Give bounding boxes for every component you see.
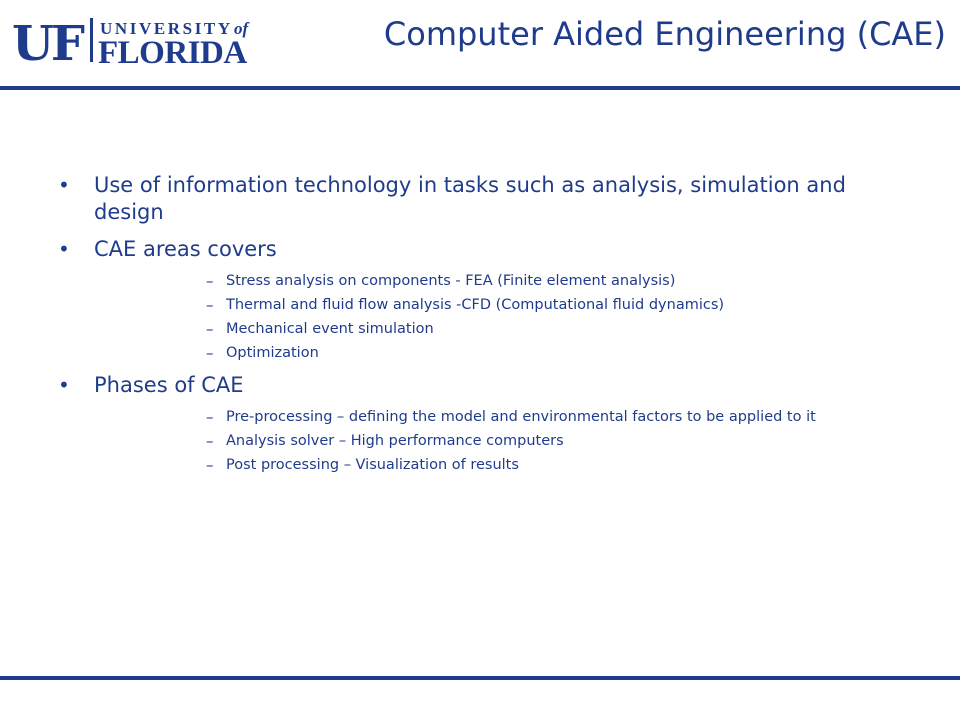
- sub-item: [56, 409, 916, 426]
- sub-item-text: Mechanical event simulation: [226, 321, 434, 337]
- svg-text:UF: UF: [12, 16, 82, 68]
- sub-item-text: Stress analysis on components - FEA (Finite element analysis): [226, 273, 676, 289]
- sub-item-text: Analysis solver – High performance computers: [226, 433, 564, 449]
- dash-bullet-icon: –: [206, 344, 214, 362]
- sub-item-text: Pre-processing – defining the model and environmental factors to be applied to it: [226, 409, 816, 425]
- bullet-item: [56, 236, 916, 263]
- dash-bullet-icon: –: [206, 408, 214, 426]
- sub-item: [56, 321, 916, 338]
- footer-divider: [0, 676, 960, 680]
- dash-bullet-icon: –: [206, 432, 214, 450]
- uf-logo-graphic: [12, 12, 274, 68]
- bullet-item: [56, 372, 916, 399]
- sub-item-text: Thermal and fluid flow analysis -CFD (Computational fluid dynamics): [226, 297, 725, 313]
- bullet-item: [56, 172, 916, 226]
- bullet-dot-icon: •: [58, 237, 70, 261]
- svg-text:of: of: [234, 19, 249, 38]
- bullet-dot-icon: •: [58, 173, 70, 197]
- sub-item: [56, 297, 916, 314]
- bullet-text: Use of information technology in tasks such as analysis, simulation and design: [94, 173, 846, 224]
- dash-bullet-icon: –: [206, 456, 214, 474]
- sub-item: [56, 273, 916, 290]
- dash-bullet-icon: –: [206, 296, 214, 314]
- svg-text:UNIVERSITY: UNIVERSITY: [100, 19, 233, 38]
- sub-item-text: Optimization: [226, 345, 319, 361]
- slide-header: [0, 0, 960, 88]
- header-divider: [0, 86, 960, 90]
- sub-list: [56, 273, 916, 362]
- sub-item: [56, 345, 916, 362]
- university-of-florida-logo: [12, 12, 274, 68]
- sub-item: [56, 433, 916, 450]
- svg-text:FLORIDA: FLORIDA: [98, 35, 247, 68]
- slide-title: Computer Aided Engineering (CAE): [383, 15, 946, 53]
- sub-item: [56, 457, 916, 474]
- slide-content: [56, 172, 916, 484]
- bullet-text: CAE areas covers: [94, 237, 277, 261]
- bullet-dot-icon: •: [58, 373, 70, 397]
- dash-bullet-icon: –: [206, 320, 214, 338]
- dash-bullet-icon: –: [206, 272, 214, 290]
- bullet-text: Phases of CAE: [94, 373, 244, 397]
- sub-list: [56, 409, 916, 474]
- sub-item-text: Post processing – Visualization of results: [226, 457, 519, 473]
